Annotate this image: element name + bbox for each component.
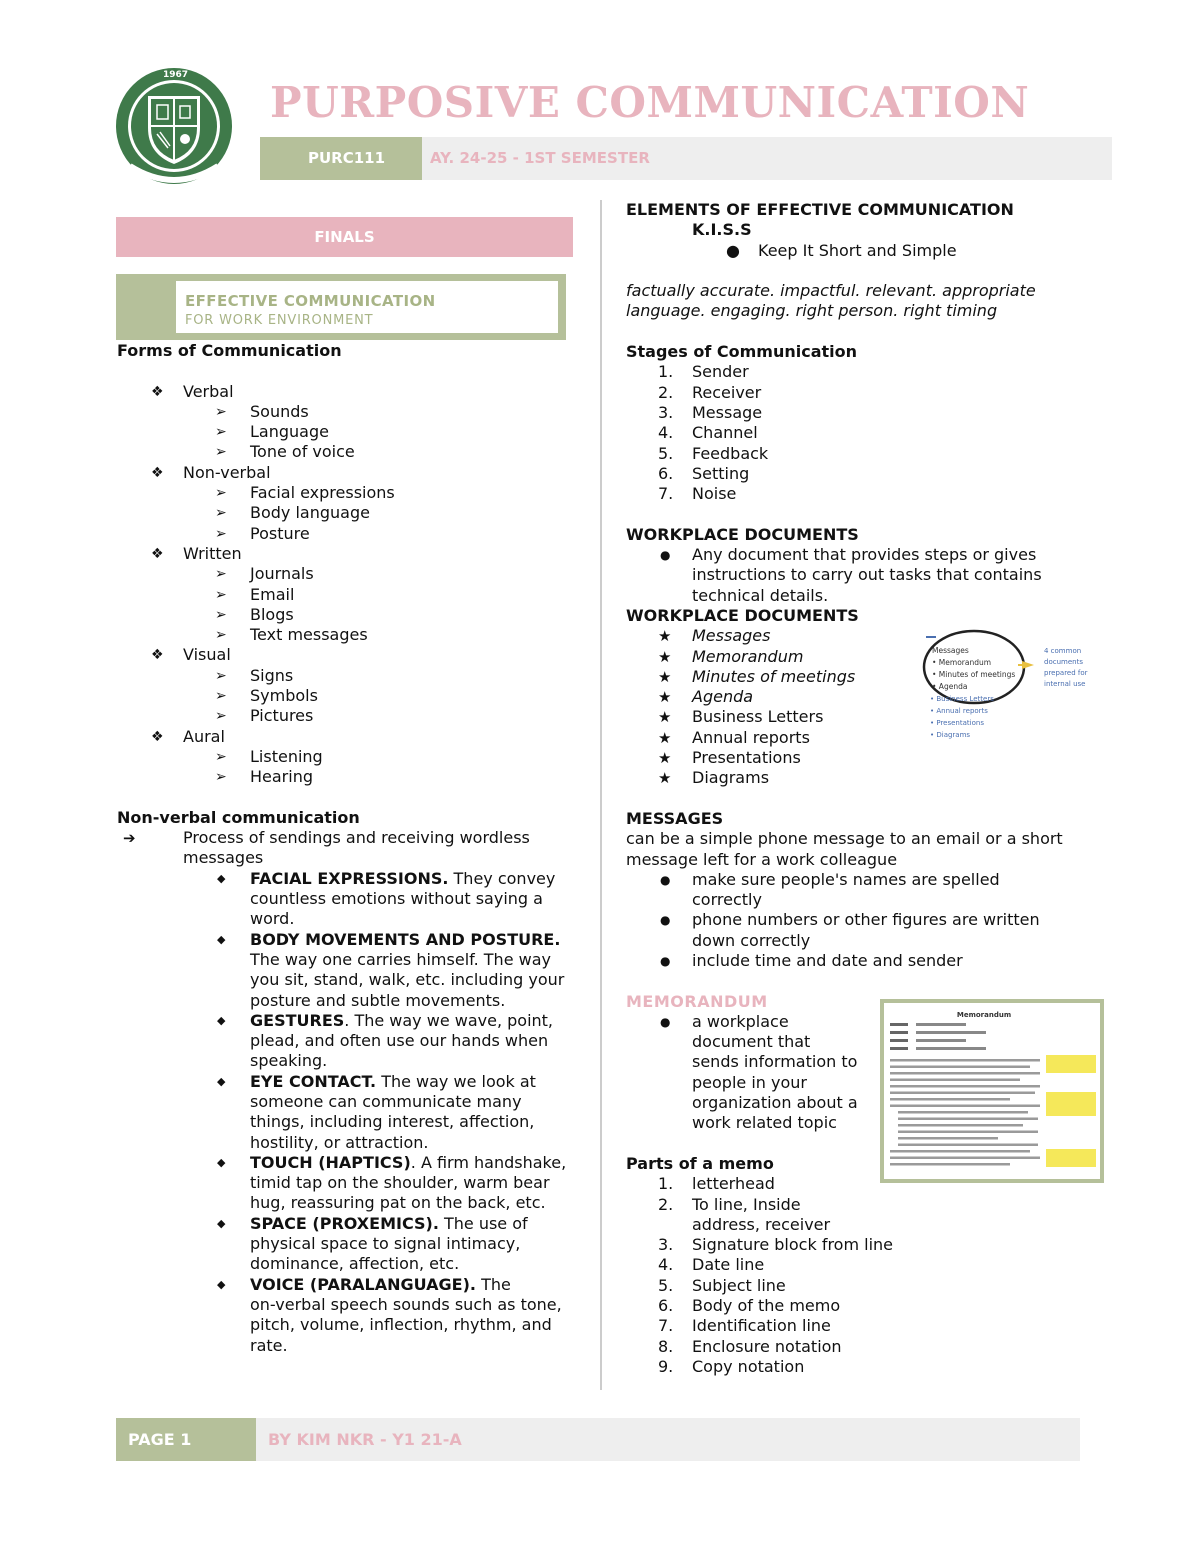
arrowhead-bullet-icon: ➢ <box>215 485 227 502</box>
arrowhead-bullet-icon: ➢ <box>215 505 227 522</box>
memo-part <box>626 1255 1096 1275</box>
nv-desc: . The way we wave, point, <box>344 1010 554 1030</box>
nv-item-cont: things, including interest, affection, <box>250 1112 535 1132</box>
form-item <box>117 422 582 442</box>
bullet-icon: ● <box>660 953 671 968</box>
document-label: Annual reports <box>692 727 810 747</box>
form-item-text: Listening <box>250 746 323 766</box>
diagram-circled-item: • Minutes of meetings <box>932 670 1016 679</box>
nv-item <box>117 1011 582 1031</box>
arrow-icon: ➔ <box>123 829 136 848</box>
nv-desc: The use of <box>438 1213 528 1233</box>
memo-part-label: Signature block from line <box>692 1235 894 1255</box>
workplace-heading: WORKPLACE DOCUMENTS <box>626 524 859 544</box>
form-item <box>117 483 582 503</box>
section-box <box>116 274 566 340</box>
arrowhead-bullet-icon: ➢ <box>215 525 227 542</box>
diagram-note: 4 common <box>1044 647 1082 655</box>
messages-bullet-text: make sure people's names are spelled <box>692 869 1000 889</box>
memo-part-number: 1. <box>658 1174 674 1194</box>
messages-bullet-text: phone numbers or other figures are written <box>692 910 1040 930</box>
form-3 <box>117 645 582 665</box>
document-label: Messages <box>692 626 771 646</box>
course-bar <box>260 137 1112 180</box>
nonverbal-definition: ➔ Process of sendings and receiving wordless <box>123 828 530 848</box>
bullet-icon: ● <box>660 913 671 928</box>
footer-author: BY KIM NKR - Y1 21-A <box>268 1430 462 1449</box>
form-4 <box>117 727 582 747</box>
memo-def-text: a workplace <box>692 1011 789 1031</box>
stage-number: 1. <box>658 362 674 382</box>
diagram-other-item: • Diagrams <box>930 731 971 739</box>
messages-bullet <box>626 870 1096 890</box>
document-label: Business Letters <box>692 707 824 727</box>
memo-part-label: Date line <box>692 1255 765 1275</box>
star-bullet-icon: ★ <box>658 769 672 788</box>
nv-item-cont: you sit, stand, walk, etc. including your <box>250 970 565 990</box>
workplace-heading-2: WORKPLACE DOCUMENTS <box>626 605 859 625</box>
qualities-line-2: language. engaging. right person. right timing <box>626 301 998 321</box>
parts-list <box>626 1174 1096 1377</box>
left-column <box>117 341 582 1356</box>
star-bullet-icon: ★ <box>658 667 672 686</box>
form-item-text: Text messages <box>250 625 368 645</box>
form-item-text: Symbols <box>250 686 318 706</box>
nv-item-cont: plead, and often use our hands when <box>250 1031 549 1051</box>
star-bullet-icon: ★ <box>658 749 672 768</box>
document-label: Minutes of meetings <box>692 666 856 686</box>
memo-part <box>626 1195 1096 1215</box>
workplace-def-text: technical details. <box>692 585 829 605</box>
memo-part-label: letterhead <box>692 1174 775 1194</box>
memo-part <box>626 1215 1096 1235</box>
form-0 <box>117 382 582 402</box>
nv-item-cont: timid tap on the shoulder, warm bear <box>250 1173 550 1193</box>
form-3-text: Visual <box>183 645 231 665</box>
stage-label: Receiver <box>692 382 762 402</box>
workplace-def-text: Any document that provides steps or gives <box>692 545 1037 565</box>
nv-item-cont: hostility, or attraction. <box>250 1132 429 1152</box>
memo-def-text: sends information to <box>692 1052 858 1072</box>
nv-item-cont: hug, reassuring pat on the back, etc. <box>250 1193 546 1213</box>
form-item-text: Signs <box>250 665 294 685</box>
stage-number: 4. <box>658 423 674 443</box>
form-item-text: Tone of voice <box>250 442 355 462</box>
diagram-circled-item: Messages <box>932 646 969 655</box>
memo-part-label: Identification line <box>692 1316 831 1336</box>
form-item-text: Pictures <box>250 706 314 726</box>
memo-part-label: Body of the memo <box>692 1296 841 1316</box>
form-item-text: Sounds <box>250 401 309 421</box>
memo-part <box>626 1296 1096 1316</box>
diamond-bullet-icon: ❖ <box>151 647 164 664</box>
footer-bar <box>116 1418 1080 1461</box>
arrowhead-bullet-icon: ➢ <box>215 586 227 603</box>
course-term: AY. 24-25 - 1ST SEMESTER <box>430 149 650 167</box>
form-item <box>117 625 582 645</box>
stage-item <box>626 464 1096 484</box>
small-diamond-bullet-icon: ◆ <box>217 1013 226 1027</box>
stage-label: Sender <box>692 362 749 382</box>
diagram-note: prepared for <box>1044 669 1088 677</box>
kiss-label: K.I.S.S <box>692 220 752 240</box>
document-label: Presentations <box>692 748 801 768</box>
section-title: EFFECTIVE COMMUNICATION <box>185 292 436 310</box>
form-item <box>117 585 582 605</box>
arrowhead-bullet-icon: ➢ <box>215 708 227 725</box>
nv-item-cont: rate. <box>250 1335 288 1355</box>
star-bullet-icon: ★ <box>658 688 672 707</box>
stage-label: Channel <box>692 423 758 443</box>
messages-bullet <box>626 931 1096 951</box>
star-bullet-icon: ★ <box>658 708 672 727</box>
memo-part <box>626 1276 1096 1296</box>
messages-bullet <box>626 910 1096 930</box>
messages-bullet <box>626 890 1096 910</box>
page-title: PURPOSIVE COMMUNICATION <box>270 78 1030 127</box>
right-column <box>626 200 1096 1377</box>
diamond-bullet-icon: ❖ <box>151 383 164 400</box>
document-item <box>626 768 1096 788</box>
arrowhead-bullet-icon: ➢ <box>215 667 227 684</box>
memo-part-label: To line, Inside <box>692 1194 801 1214</box>
form-item-text: Journals <box>250 564 314 584</box>
stage-label: Message <box>692 402 763 422</box>
form-item <box>117 564 582 584</box>
course-code: PURC111 <box>260 137 422 180</box>
memo-part-number: 3. <box>658 1235 674 1255</box>
small-diamond-bullet-icon: ◆ <box>217 1277 226 1291</box>
memo-def-text: people in your <box>692 1072 807 1092</box>
forms-heading: Forms of Communication <box>117 341 342 360</box>
document-label: Diagrams <box>692 768 770 788</box>
form-item-text: Hearing <box>250 767 313 787</box>
stage-item <box>626 383 1096 403</box>
bullet-icon: ● <box>660 872 671 887</box>
form-item <box>117 666 582 686</box>
workplace-def-line <box>626 586 1096 606</box>
arrowhead-bullet-icon: ➢ <box>215 424 227 441</box>
arrowhead-bullet-icon: ➢ <box>215 403 227 420</box>
memo-part-number: 6. <box>658 1296 674 1316</box>
nv-item-cont: The way one carries himself. The way <box>250 949 551 969</box>
page-number: PAGE 1 <box>116 1418 256 1461</box>
form-item-text: Posture <box>250 523 310 543</box>
workplace-def-line <box>626 545 1096 565</box>
nv-item-cont: posture and subtle movements. <box>250 990 506 1010</box>
nv-desc: The way we look at <box>376 1071 536 1091</box>
form-item <box>117 524 582 544</box>
stage-label: Noise <box>692 484 737 504</box>
form-item <box>117 706 582 726</box>
stage-number: 3. <box>658 402 674 422</box>
form-1 <box>117 463 582 483</box>
nv-item-cont: word. <box>250 909 295 929</box>
small-diamond-bullet-icon: ◆ <box>217 1155 226 1169</box>
messages-bullet-text: include time and date and sender <box>692 950 963 970</box>
nv-item <box>117 930 582 950</box>
bullet-icon: ● <box>660 548 671 563</box>
stage-item <box>626 484 1096 504</box>
nv-desc: They convey <box>448 868 556 888</box>
messages-def-line: can be a simple phone message to an email or a short <box>626 829 1063 849</box>
small-diamond-bullet-icon: ◆ <box>217 1216 226 1230</box>
memo-part-label: address, receiver <box>692 1214 831 1234</box>
nv-item-cont: someone can communicate many <box>250 1091 522 1111</box>
form-item-text: Body language <box>250 503 370 523</box>
stage-item <box>626 423 1096 443</box>
stage-item <box>626 362 1096 382</box>
arrowhead-bullet-icon: ➢ <box>215 627 227 644</box>
forms-list <box>117 382 582 788</box>
stage-number: 5. <box>658 443 674 463</box>
diamond-bullet-icon: ❖ <box>151 728 164 745</box>
small-diamond-bullet-icon: ◆ <box>217 871 226 885</box>
messages-bullet-text: correctly <box>692 890 762 910</box>
nv-item <box>117 1153 582 1173</box>
nonverbal-definition-cont: messages <box>183 848 264 868</box>
diamond-bullet-icon: ❖ <box>151 545 164 562</box>
form-item <box>117 442 582 462</box>
diagram-circled-item: • Agenda <box>932 682 968 691</box>
form-0-text: Verbal <box>183 381 234 401</box>
diamond-bullet-icon: ❖ <box>151 464 164 481</box>
memo-part-number: 8. <box>658 1336 674 1356</box>
stage-number: 2. <box>658 382 674 402</box>
section-box-inner <box>174 279 560 335</box>
parts-heading: Parts of a memo <box>626 1153 774 1173</box>
memo-part-number: 2. <box>658 1194 674 1214</box>
memo-document-icon <box>884 1003 1100 1179</box>
memo-part-label: Copy notation <box>692 1356 805 1376</box>
messages-def-line: message left for a work colleague <box>626 849 898 869</box>
form-item-text: Blogs <box>250 604 294 624</box>
form-item <box>117 605 582 625</box>
section-subtitle: FOR WORK ENVIRONMENT <box>185 313 374 328</box>
stage-item <box>626 403 1096 423</box>
arrowhead-bullet-icon: ➢ <box>215 769 227 786</box>
stages-heading: Stages of Communication <box>626 342 858 362</box>
nv-term: VOICE (PARALANGUAGE). <box>250 1274 476 1294</box>
memo-part <box>626 1235 1096 1255</box>
memorandum-heading: MEMORANDUM <box>626 991 768 1011</box>
memo-part-number: 9. <box>658 1356 674 1376</box>
stage-item <box>626 444 1096 464</box>
workplace-definition <box>626 545 1096 606</box>
document-item <box>626 748 1096 768</box>
seal-year: 1967 <box>163 70 189 80</box>
diagram-other-item: • Annual reports <box>930 707 988 715</box>
memo-part <box>626 1357 1096 1377</box>
svg-text:Memorandum: Memorandum <box>956 1011 1012 1019</box>
bullet-icon: ● <box>726 240 740 260</box>
messages-bullet <box>626 951 1096 971</box>
nv-item-cont: on-verbal speech sounds such as tone, <box>250 1294 562 1314</box>
workplace-def-line <box>626 565 1096 585</box>
arrowhead-bullet-icon: ➢ <box>215 606 227 623</box>
messages-bullets <box>626 870 1096 971</box>
messages-bullet-text: down correctly <box>692 930 811 950</box>
nv-item-cont: pitch, volume, inflection, rhythm, and <box>250 1315 552 1335</box>
memorandum-sample-image <box>880 999 1104 1183</box>
small-diamond-bullet-icon: ◆ <box>217 1074 226 1088</box>
form-item <box>117 402 582 422</box>
form-item-text: Facial expressions <box>250 483 395 503</box>
small-diamond-bullet-icon: ◆ <box>217 932 226 946</box>
memo-def-text: work related topic <box>692 1113 837 1133</box>
diagram-note: internal use <box>1044 680 1086 688</box>
nv-desc: The <box>476 1274 511 1294</box>
column-divider <box>600 200 602 1390</box>
diagram-other-item: • Presentations <box>930 719 984 727</box>
nv-term: FACIAL EXPRESSIONS. <box>250 868 449 888</box>
nv-desc: . A firm handshake, <box>410 1152 567 1172</box>
arrowhead-bullet-icon: ➢ <box>215 566 227 583</box>
nv-item <box>117 1072 582 1092</box>
form-item-text: Language <box>250 422 329 442</box>
nv-item-cont: physical space to signal intimacy, <box>250 1234 521 1254</box>
workplace-def-text: instructions to carry out tasks that contains <box>692 565 1042 585</box>
diagram-other-item: • Business Letters <box>930 695 994 703</box>
stage-label: Feedback <box>692 443 769 463</box>
nv-item <box>117 1214 582 1234</box>
kiss-meaning: ● Keep It Short and Simple <box>726 240 957 260</box>
nv-term: EYE CONTACT. <box>250 1071 377 1091</box>
form-item <box>117 503 582 523</box>
nv-term: BODY MOVEMENTS AND POSTURE. <box>250 929 561 949</box>
stage-label: Setting <box>692 463 750 483</box>
stage-number: 7. <box>658 484 674 504</box>
memo-part-label: Enclosure notation <box>692 1336 842 1356</box>
form-item <box>117 747 582 767</box>
qualities-line-1: factually accurate. impactful. relevant. appropriate <box>626 281 1036 301</box>
bullet-icon: ● <box>660 1014 671 1029</box>
elements-heading: ELEMENTS OF EFFECTIVE COMMUNICATION <box>626 200 1014 219</box>
arrowhead-bullet-icon: ➢ <box>215 748 227 765</box>
nv-item-cont: speaking. <box>250 1051 328 1071</box>
university-seal-icon <box>108 66 240 186</box>
stages-list <box>626 362 1096 504</box>
finals-banner: FINALS <box>116 217 573 257</box>
diagram-circled-item: • Memorandum <box>932 658 992 667</box>
star-bullet-icon: ★ <box>658 647 672 666</box>
documents-diagram <box>922 625 1097 750</box>
document-label: Memorandum <box>692 646 804 666</box>
diagram-note: documents <box>1044 658 1083 666</box>
messages-heading: MESSAGES <box>626 808 724 828</box>
memo-part-number: 5. <box>658 1275 674 1295</box>
star-bullet-icon: ★ <box>658 728 672 747</box>
nv-term: GESTURES <box>250 1010 345 1030</box>
messages-definition <box>626 829 1096 870</box>
nv-term: TOUCH (HAPTICS) <box>250 1152 411 1172</box>
memo-part <box>626 1337 1096 1357</box>
form-item <box>117 686 582 706</box>
stage-number: 6. <box>658 463 674 483</box>
memo-part <box>626 1316 1096 1336</box>
nv-item <box>117 869 582 889</box>
form-2 <box>117 544 582 564</box>
document-label: Agenda <box>692 687 754 707</box>
nv-item-cont: dominance, affection, etc. <box>250 1254 460 1274</box>
form-4-text: Aural <box>183 726 225 746</box>
nv-item <box>117 1275 582 1295</box>
nv-term: SPACE (PROXEMICS). <box>250 1213 439 1233</box>
star-bullet-icon: ★ <box>658 627 672 646</box>
form-item <box>117 767 582 787</box>
arrowhead-bullet-icon: ➢ <box>215 444 227 461</box>
memo-def-text: document that <box>692 1032 811 1052</box>
nonverbal-types-list <box>117 869 582 1356</box>
arrowhead-bullet-icon: ➢ <box>215 688 227 705</box>
memo-part-number: 7. <box>658 1316 674 1336</box>
form-item-text: Email <box>250 584 295 604</box>
memo-part-label: Subject line <box>692 1275 786 1295</box>
memo-def-text: organization about a <box>692 1093 858 1113</box>
memo-part-number: 4. <box>658 1255 674 1275</box>
form-1-text: Non-verbal <box>183 462 271 482</box>
form-2-text: Written <box>183 543 242 563</box>
nonverbal-heading: Non-verbal communication <box>117 807 360 827</box>
nv-item-cont: countless emotions without saying a <box>250 889 543 909</box>
